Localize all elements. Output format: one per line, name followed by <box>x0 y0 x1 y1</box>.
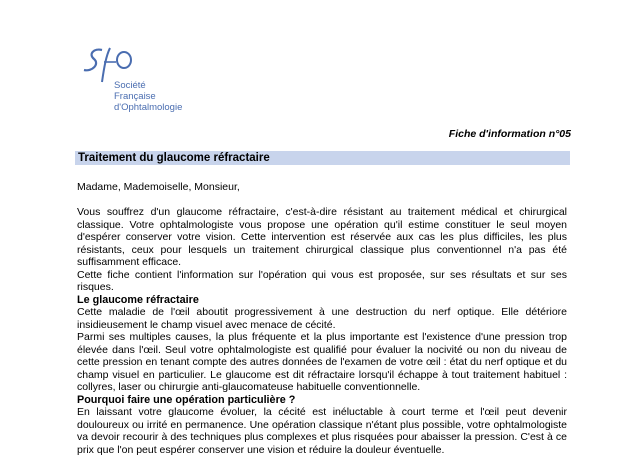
document-body <box>77 181 567 456</box>
document-title: Traitement du glaucome réfractaire <box>78 152 270 164</box>
intro-paragraph: Vous souffrez d'un glaucome réfractaire, c'est-à-dire résistant au traitement médical et chirurgical classique. Votre ophtalmologiste vous propose une opération qu'il estime constituer le seul moyen d'espérer conserver votre vision. Cette intervention est réservée aux cas les plus difficiles, les plus résistants, ceux pour lesquels un traitement chirurgical classique plus conventionnel n'a pas été suffisamment efficace. <box>77 206 567 268</box>
sfo-logo <box>80 46 200 126</box>
section-heading-glaucome: Le glaucome réfractaire <box>77 293 199 306</box>
section1-paragraph-1: Cette maladie de l'œil aboutit progressivement à une destruction du nerf optique. Elle détériore insidieusement le champ visuel avec menace de cécité. <box>77 306 567 331</box>
logo-line-2: Française <box>114 91 156 102</box>
logo-text <box>114 80 182 113</box>
salutation: Madame, Mademoiselle, Monsieur, <box>77 181 240 193</box>
title-bar <box>75 151 570 165</box>
section-heading-pourquoi: Pourquoi faire une opération particulière ? <box>77 393 296 406</box>
fiche-label: Fiche d'information n°05 <box>448 128 571 140</box>
section2-paragraph-1: En laissant votre glaucome évoluer, la cécité est inéluctable à court terme et l'œil peut devenir douloureux ou irrité en permanence. Une opération classique n'étant plus possible, votre ophtalmologiste va devoir recourir à des techniques plus complexes et plus risquées pour abaisser la pression. C'est à ce prix que l'on peut espérer conserver une vision et réduire la douleur éventuelle. <box>77 406 567 456</box>
section1-paragraph-2: Parmi ses multiples causes, la plus fréquente et la plus importante est l'existence d'une pression trop élevée dans l'œil. Seul votre ophtalmologiste est qualifié pour évaluer la nocivité ou non du niveau de cette pression en tenant compte des autres données de l'examen de votre œil : état du nerf optique et du champ visuel en particulier. Le glaucome est dit réfractaire lorsqu'il échappe à tout traitement habituel : collyres, laser ou chirurgie anti-glaucomateuse habituelle conventionnelle. <box>77 331 567 393</box>
logo-line-3: d'Ophtalmologie <box>114 102 183 113</box>
logo-line-1: Société <box>114 80 146 91</box>
intro-paragraph-2: Cette fiche contient l'information sur l'opération qui vous est proposée, sur ses résultats et sur ses risques. <box>77 268 567 293</box>
